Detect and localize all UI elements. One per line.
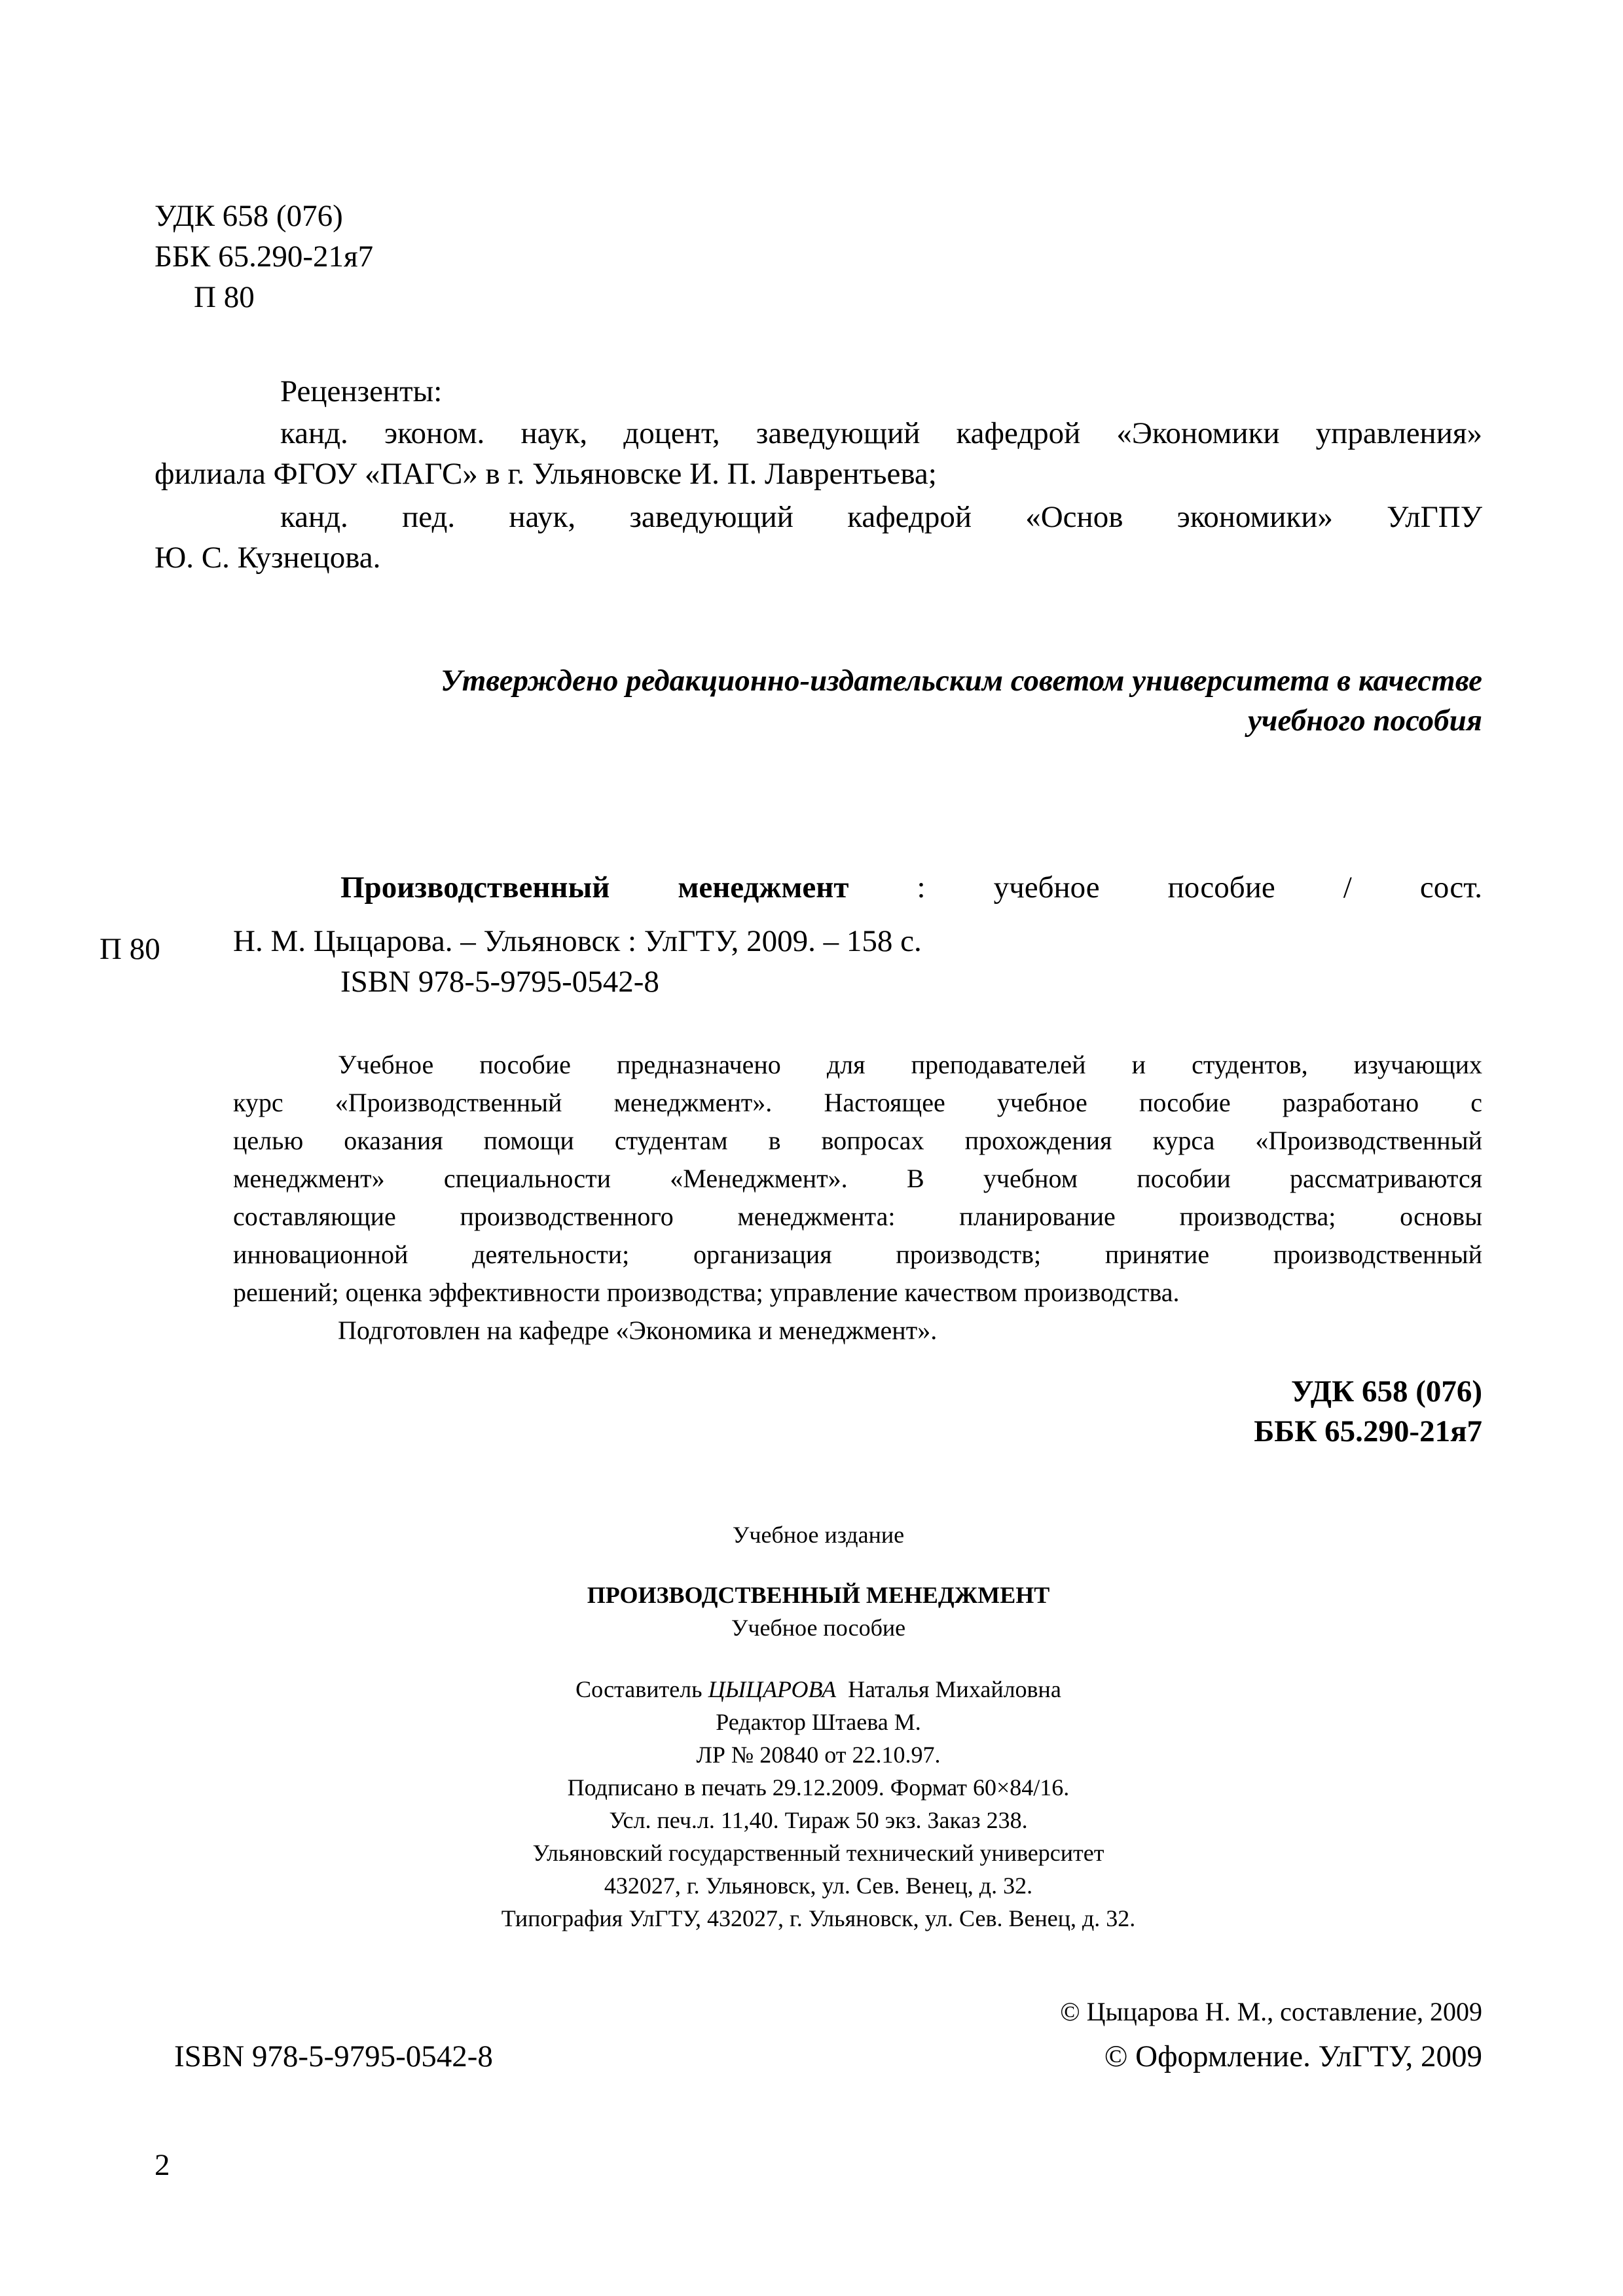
printer-line: Типография УлГТУ, 432027, г. Ульяновск, ул. Сев. Венец, д. 32. [501,1905,1136,1931]
annotation-line: Учебное пособие предназначено для преподавателей и студентов, изучающих [338,1050,1482,1079]
copyright-compiler: © Цыцарова Н. М., составление, 2009 [1060,1997,1482,2026]
copyright-design: © Оформление. УлГТУ, 2009 [1104,2039,1482,2073]
compiler-name: Наталья Михайловна [848,1676,1061,1702]
reviewers-heading: Рецензенты: [280,374,443,408]
author-sign: П 80 [194,280,255,314]
signed-line: Подписано в печать 29.12.2009. Формат 60×84/16. [567,1774,1070,1801]
reviewer-1-line-1: канд. эконом. наук, доцент, заведующий кафедрой «Экономики управления» [280,416,1482,450]
reviewer-2-line-2: Ю. С. Кузнецова. [155,541,381,575]
book-title: Производственный менеджмент [340,870,849,905]
prepared-note: Подготовлен на кафедре «Экономика и менеджмент». [338,1316,938,1345]
biblio-line-1-rest: : учебное пособие / сост. [917,870,1483,905]
biblio-isbn: ISBN 978-5-9795-0542-8 [340,965,659,999]
license-line: ЛР № 20840 от 22.10.97. [696,1742,941,1768]
reviewer-2-line-1: канд. пед. наук, заведующий кафедрой «Основ экономики» УлГПУ [280,500,1482,534]
footer-isbn: ISBN 978-5-9795-0542-8 [174,2039,493,2073]
approval-line-1: Утверждено редакционно-издательским советом университета в качестве [441,664,1482,698]
compiler-line [155,1673,1482,1706]
annotation-line: менеджмент» специальности «Менеджмент». В учебном пособии рассматриваются [233,1164,1482,1193]
annotation-last-line: решений; оценка эффективности производства; управление качеством производства. [233,1278,1180,1307]
imprint [155,1518,1482,1935]
imprint-title: ПРОИЗВОДСТВЕННЫЙ МЕНЕДЖМЕНТ [587,1582,1050,1608]
udk-code: УДК 658 (076) [155,199,343,233]
editor-line: Редактор Штаева М. [716,1709,921,1735]
annotation-line: инновационной деятельности; организация производств; принятие производственный [233,1240,1482,1269]
annotation-line: целью оказания помощи студентам в вопросах прохождения курса «Производственный [233,1126,1482,1155]
compiler-label: Составитель [575,1676,702,1702]
classification-bold [917,1372,1482,1452]
annotation-line: составляющие производственного менеджмента: планирование производства; основы [233,1202,1482,1231]
bbk-code: ББК 65.290-21я7 [155,240,374,274]
compiler-surname: ЦЫЦАРОВА [708,1676,837,1702]
publisher-address-line: 432027, г. Ульяновск, ул. Сев. Венец, д. 32. [604,1873,1033,1899]
edition-type: Учебное издание [732,1522,905,1548]
annotation-line: курс «Производственный менеджмент». Настоящее учебное пособие разработано с [233,1088,1482,1117]
bbk-code-bold: ББК 65.290-21я7 [1254,1414,1482,1449]
print-info-line: Усл. печ.л. 11,40. Тираж 50 экз. Заказ 238. [609,1807,1028,1833]
annotation [233,1046,1482,1350]
imprint-subtitle: Учебное пособие [731,1615,906,1641]
publisher-line: Ульяновский государственный технический университет [532,1840,1104,1866]
biblio-line-1 [340,868,1482,908]
approval-line-2: учебного пособия [1247,704,1482,738]
page-number: 2 [155,2148,170,2182]
udk-code-bold: УДК 658 (076) [1291,1374,1482,1408]
approval-note [155,661,1482,741]
biblio-margin-sign: П 80 [100,932,160,966]
reviewer-1-line-2: филиала ФГОУ «ПАГС» в г. Ульяновске И. П. Лаврентьева; [155,457,937,491]
biblio-line-2: Н. М. Цыцарова. – Ульяновск : УлГТУ, 2009. – 158 с. [233,924,922,958]
